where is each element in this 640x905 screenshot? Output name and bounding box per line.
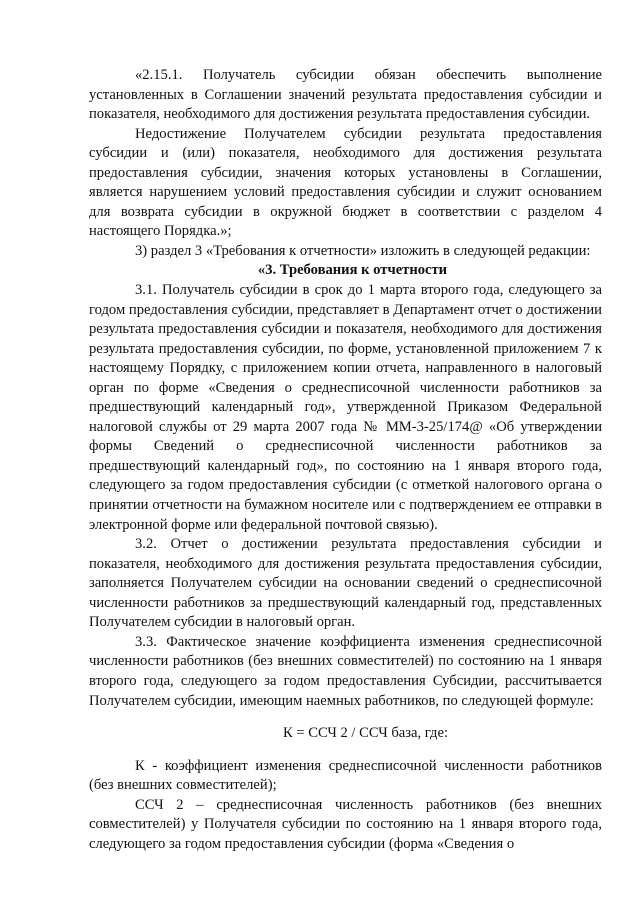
paragraph-nondelivery: Недостижение Получателем субсидии результата предоставления субсидии и (или) показателя, необходимого для достижения результата предоставления субсидии, значения которых установлены в Соглашении, является нарушением условий предоставления субсидии и служит основанием для возврата субсидии в окружной бюджет в соответствии с разделом 4 настоящего Порядка.»; [89,125,602,240]
definition-k: К - коэффициент изменения среднесписочной численности работников (без внешних совместителей); [89,757,602,794]
paragraph-2-15-1: «2.15.1. Получатель субсидии обязан обеспечить выполнение установленных в Соглашении значений результата предоставления субсидии и показателя, необходимого для достижения результата предоставления субсидии. [89,67,602,123]
definition-ssch2: ССЧ 2 – среднесписочная численность работников (без внешних совместителей) у Получателя субсидии по состоянию на 1 января второго года, следующего за годом предоставления субсидии (форма «Сведения о [89,796,602,852]
paragraph-3-3: 3.3. Фактическое значение коэффициента изменения среднесписочной численности работников (без внешних совместителей) по состоянию на 1 января второго года, следующего за годом предоставления Субсидии, рассчитывается Получателем субсидии, имеющим наемных работников, по следующей формуле: [89,633,602,709]
section-heading: «3. Требования к отчетности [257,262,448,279]
paragraph-3-2: 3.2. Отчет о достижении результата предоставления субсидии и показателя, необходимого для достижения результата предоставления субсидии, заполняется Получателем субсидии на основании сведений о среднесписочной численности работников за предшествующий календарный год, представленных Получателем субсидии в налоговый орган. [89,536,602,631]
paragraph-3-1: 3.1. Получатель субсидии в срок до 1 марта второго года, следующего за годом предоставления субсидии, представляет в Департамент отчет о достижении результата предоставления субсидии и показателя, необходимого для достижения результата предоставления субсидии, по форме, установленной приложением 7 к настоящему Порядку, с приложением копии отчета, направленного в налоговый орган по форме «Сведения о среднесписочной численности работников за предшествующий календарный год», утвержденной Приказом Федеральной налоговой службы от 29 марта 2007 года № ММ-3-25/174@ «Об утверждении формы Сведений о среднесписочной численности работников за предшествующий календарный год», по состоянию на 1 января второго года, следующего за годом предоставления субсидии (с отметкой налогового органа о принятии отчетности на бумажном носителе или с подтверждением ее отправки в электронной форме или федеральной почтовой связью). [89,282,602,533]
paragraph-amendment-3: 3) раздел 3 «Требования к отчетности» изложить в следующей редакции: [135,242,591,259]
formula: К = ССЧ 2 / ССЧ база, где: [282,725,449,742]
document-page [89,66,602,854]
